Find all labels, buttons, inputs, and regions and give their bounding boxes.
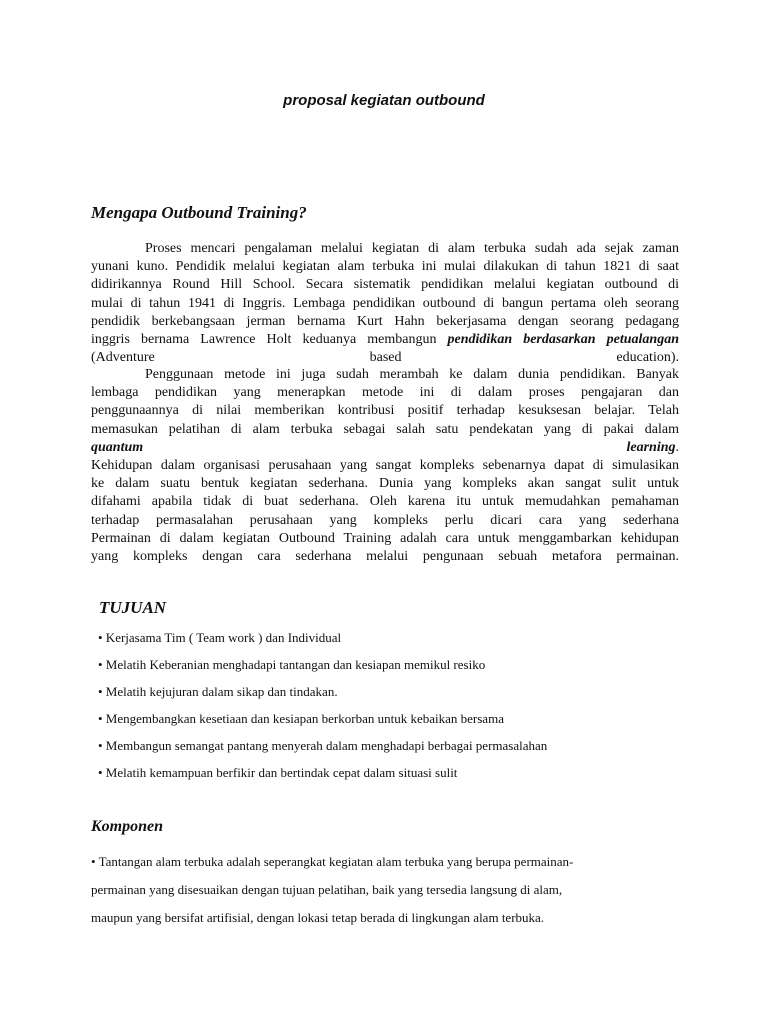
paragraph-line: didirikannya Round Hill School. Secara sistematik pendidikan melalui kegiatan outbound di <box>91 277 679 293</box>
list-item: • Melatih Keberanian menghadapi tantangan dan kesiapan memikul resiko <box>98 657 486 672</box>
paragraph-line: lembaga pendidikan yang menerapkan metode ini di dalam proses pengajaran dan <box>91 385 679 401</box>
paragraph-line: penggunaannya di nilai memberikan kontribusi positif terhadap kesuksesan belajar. Telah <box>91 403 679 419</box>
paragraph-line: yang kompleks dengan cara sederhana melalui pengunaan sebuah metafora permainan. <box>91 549 679 565</box>
komponen-paragraph <box>91 848 671 932</box>
paragraph-line: Penggunaan metode ini juga sudah merambah ke dalam dunia pendidikan. Banyak <box>145 367 679 382</box>
emphasis-text: quantum learning <box>91 439 676 455</box>
paragraph-line: mulai di tahun 1941 di Inggris. Lembaga pendidikan outbound di bangun pertama oleh seorang <box>91 295 679 311</box>
tujuan-list <box>98 629 547 791</box>
paragraph-text: inggris bernama Lawrence Holt keduanya membangun <box>91 332 448 348</box>
list-item: • Melatih kejujuran dalam sikap dan tindakan. <box>98 684 338 699</box>
paragraph-line <box>91 331 679 349</box>
list-item: • Mengembangkan kesetiaan dan kesiapan berkorban untuk kebaikan bersama <box>98 711 504 726</box>
section-heading-komponen: Komponen <box>91 818 164 835</box>
paragraph-line: Kehidupan dalam organisasi perusahaan yang sangat kompleks sebenarnya dapat di simulasikan <box>91 458 679 474</box>
paragraph-line <box>91 439 679 457</box>
paragraph-line: (Adventure based education). <box>91 350 679 366</box>
paragraph-line: yunani kuno. Pendidik melalui kegiatan alam terbuka ini mulai dilakukan di tahun 1821 di saat <box>91 259 679 275</box>
paragraph-line: Permainan di dalam kegiatan Outbound Training adalah cara untuk menggambarkan kehidupan <box>91 530 679 546</box>
paragraph-usage <box>91 366 679 566</box>
list-item: • Membangun semangat pantang menyerah dalam menghadapi berbagai permasalahan <box>98 738 548 753</box>
paragraph-line: maupun yang bersifat artifisial, dengan lokasi tetap berada di lingkungan alam terbuka. <box>91 910 545 925</box>
paragraph-line: ke dalam suatu bentuk kegiatan sederhana. Dunia yang kompleks akan sangat sulit untuk <box>91 476 679 492</box>
paragraph-line: Proses mencari pengalaman melalui kegiatan di alam terbuka sudah ada sejak zaman <box>145 241 679 256</box>
paragraph-line: difahami apabila tidak di buat sederhana. Oleh karena itu untuk memudahkan pemahaman <box>91 494 679 510</box>
section-heading-tujuan: TUJUAN <box>99 598 167 617</box>
list-item: • Kerjasama Tim ( Team work ) dan Individual <box>98 630 342 645</box>
paragraph-line: • Tantangan alam terbuka adalah seperangkat kegiatan alam terbuka yang berupa permainan- <box>91 854 574 869</box>
paragraph-history <box>91 240 679 367</box>
paragraph-text: . <box>675 439 679 455</box>
section-heading-mengapa: Mengapa Outbound Training? <box>91 203 307 222</box>
paragraph-line: terhadap permasalahan perusahaan yang kompleks perlu dicari cara yang sederhana <box>91 512 679 528</box>
paragraph-line: permainan yang disesuaikan dengan tujuan pelatihan, baik yang tersedia langsung di alam, <box>91 882 563 897</box>
list-item: • Melatih kemampuan berfikir dan bertindak cepat dalam situasi sulit <box>98 765 458 780</box>
paragraph-line: pendidik berkebangsaan jerman bernama Kurt Hahn bekerjasama dengan seorang pedagang <box>91 313 679 329</box>
document-title: proposal kegiatan outbound <box>283 92 485 109</box>
paragraph-line: memasukan pelatihan di alam terbuka sebagai salah satu pendekatan yang di pakai dalam <box>91 421 679 437</box>
emphasis-text: pendidikan berdasarkan petualangan <box>447 332 679 348</box>
